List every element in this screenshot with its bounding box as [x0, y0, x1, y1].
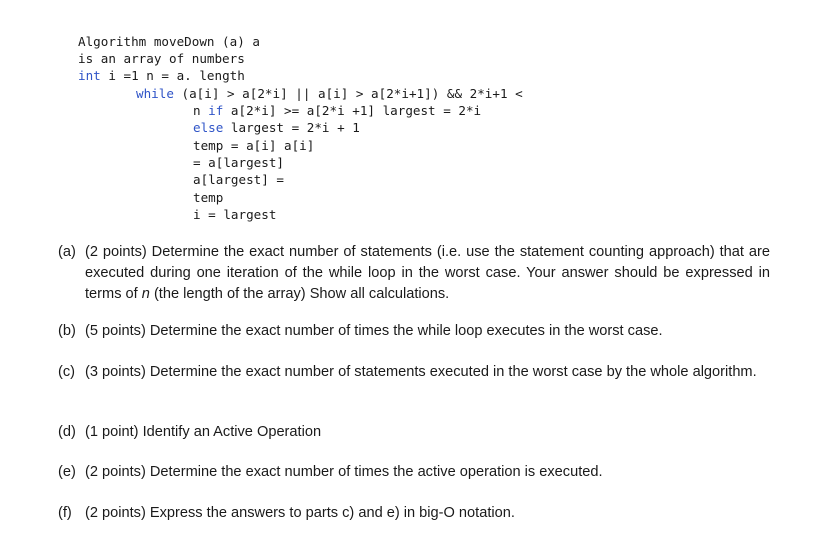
code-line-6-rest: largest = 2*i + 1 — [223, 120, 360, 135]
code-line-4-rest: (a[i] > a[2*i] || a[i] > a[2*i+1]) && 2*i+1 < — [173, 86, 523, 101]
question-text: (2 points) Express the answers to parts c) and e) in big-O notation. — [85, 505, 515, 521]
question-c — [58, 362, 770, 383]
question-text — [85, 242, 770, 305]
keyword-if: if — [208, 103, 224, 118]
question-e — [58, 462, 770, 483]
keyword-while: while — [136, 86, 174, 101]
question-text: (3 points) Determine the exact number of statements executed in the worst case by the whole algorithm. — [85, 364, 757, 380]
code-line-3-rest: i =1 n = a. length — [100, 68, 245, 83]
code-line-2: is an array of numbers — [78, 51, 245, 66]
code-line-5-pre: n — [193, 103, 209, 118]
question-text: (5 points) Determine the exact number of times the while loop executes in the worst case. — [85, 323, 663, 339]
question-d — [58, 422, 770, 443]
code-line-1: Algorithm moveDown (a) a — [78, 34, 260, 49]
code-line-8: = a[largest] — [193, 155, 284, 170]
keyword-int: int — [78, 68, 101, 83]
question-text-part: (the length of the array) Show all calculations. — [149, 286, 450, 302]
code-line-4 — [136, 85, 523, 102]
question-label: (f) — [58, 505, 72, 521]
question-label: (c) — [58, 364, 76, 380]
code-line-3 — [78, 67, 245, 84]
keyword-else: else — [193, 120, 224, 135]
code-line-6 — [193, 119, 360, 136]
code-line-11: i = largest — [193, 207, 277, 222]
code-line-5 — [193, 102, 481, 119]
code-line-10: temp — [193, 190, 224, 205]
question-label: (a) — [58, 244, 76, 260]
question-a — [58, 242, 770, 305]
question-label: (d) — [58, 424, 76, 440]
question-f — [58, 503, 770, 524]
question-label: (e) — [58, 464, 76, 480]
question-text-italic: n — [141, 286, 150, 302]
question-label: (b) — [58, 323, 76, 339]
question-text: (1 point) Identify an Active Operation — [85, 424, 322, 440]
code-line-5-rest: a[2*i] >= a[2*i +1] largest = 2*i — [223, 103, 482, 118]
code-line-9: a[largest] = — [193, 172, 284, 187]
question-text: (2 points) Determine the exact number of times the active operation is executed. — [85, 464, 603, 480]
question-text-part: (2 points) Determine the exact number of statements (i.e. use the statement counting approach) that are executed during one iteration of the while loop in the worst case. Your answer should be expressed in terms of — [85, 244, 770, 302]
question-b — [58, 321, 770, 342]
code-line-7: temp = a[i] a[i] — [193, 138, 315, 153]
